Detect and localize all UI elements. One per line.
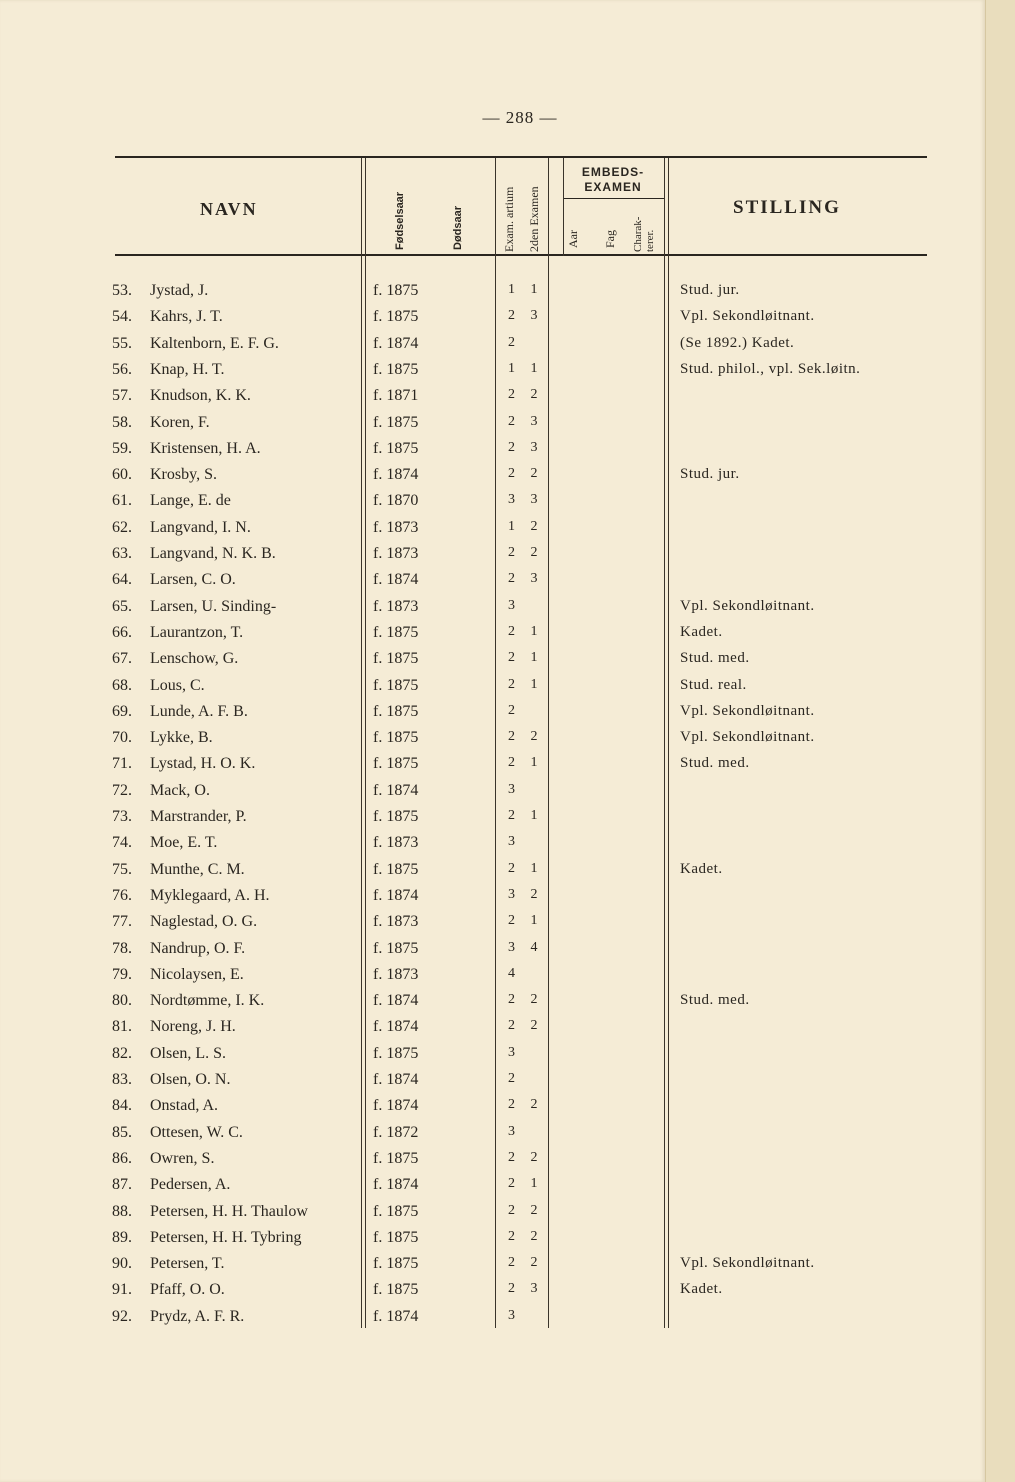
- row-name: Noreng, J. H.: [150, 1018, 236, 1036]
- row-birth-year: f. 1875: [373, 1255, 419, 1273]
- row-exam-grades: 1 2: [508, 518, 544, 534]
- table-row: [0, 335, 985, 361]
- table-row: [0, 677, 985, 703]
- row-exam-grades: 2 2: [508, 545, 544, 560]
- table-row: [0, 571, 985, 597]
- row-exam-grades: 2 2: [508, 992, 544, 1008]
- row-exam-grades: 3: [508, 597, 521, 613]
- row-birth-year: f. 1874: [373, 466, 419, 484]
- row-number: 53.: [112, 282, 132, 299]
- table-row: [0, 703, 985, 729]
- header-stilling: STILLING: [733, 197, 841, 218]
- row-exam-grades: 2 1: [508, 913, 544, 929]
- row-exam-grades: 3 4: [508, 939, 544, 955]
- row-exam-grades: 2: [508, 702, 521, 718]
- row-stilling: Kadet.: [680, 1281, 723, 1298]
- row-exam-grades: 2 1: [508, 676, 544, 692]
- row-exam-grades: 2 1: [508, 755, 544, 771]
- row-birth-year: f. 1875: [373, 360, 419, 378]
- row-exam-grades: 3 2: [508, 886, 544, 902]
- row-birth-year: f. 1872: [373, 1123, 419, 1141]
- table-row: [0, 598, 985, 624]
- row-exam-grades: 3: [508, 781, 521, 797]
- row-birth-year: f. 1873: [373, 545, 419, 562]
- row-birth-year: f. 1875: [373, 282, 419, 299]
- row-name: Myklegaard, A. H.: [150, 886, 270, 904]
- row-number: 88.: [112, 1202, 132, 1220]
- header-navn: NAVN: [200, 199, 258, 219]
- row-name: Olsen, O. N.: [150, 1071, 231, 1088]
- row-number: 90.: [112, 1255, 132, 1273]
- row-exam-grades: 2 2: [508, 466, 544, 482]
- row-birth-year: f. 1873: [373, 518, 419, 536]
- row-number: 79.: [112, 965, 132, 983]
- row-name: Lange, E. de: [150, 492, 231, 510]
- row-name: Moe, E. T.: [150, 834, 218, 852]
- embeds-divider: [563, 198, 664, 199]
- header-fodselsaar: Fødselsaar: [394, 191, 406, 250]
- row-name: Knudson, K. K.: [150, 387, 251, 405]
- row-exam-grades: 2 2: [508, 1255, 544, 1271]
- row-birth-year: f. 1871: [373, 387, 419, 405]
- row-stilling: Vpl. Sekondløitnant.: [680, 729, 815, 746]
- page-number: — 288 —: [482, 108, 558, 127]
- row-exam-grades: 2 3: [508, 308, 544, 324]
- row-name: Nordtømme, I. K.: [150, 992, 265, 1010]
- table-row: [0, 492, 985, 518]
- row-birth-year: f. 1875: [373, 1202, 419, 1220]
- row-stilling: Kadet.: [680, 860, 723, 877]
- row-number: 81.: [112, 1018, 132, 1036]
- row-exam-grades: 3: [508, 834, 521, 850]
- table-row: [0, 940, 985, 966]
- row-birth-year: f. 1870: [373, 492, 419, 510]
- row-stilling: Stud. real.: [680, 676, 747, 693]
- row-birth-year: f. 1874: [373, 571, 419, 589]
- row-birth-year: f. 1874: [373, 334, 419, 352]
- row-name: Kahrs, J. T.: [150, 308, 223, 326]
- row-number: 76.: [112, 886, 132, 904]
- row-birth-year: f. 1875: [373, 808, 419, 825]
- table-row: [0, 387, 985, 413]
- header-dodsaar: Dødsaar: [452, 205, 464, 250]
- row-stilling: Stud. med.: [680, 992, 750, 1009]
- row-name: Petersen, H. H. Tybring: [150, 1228, 302, 1246]
- row-name: Munthe, C. M.: [150, 860, 245, 878]
- row-name: Kristensen, H. A.: [150, 439, 261, 457]
- table-row: [0, 1124, 985, 1150]
- row-number: 75.: [112, 860, 132, 878]
- header-charakterer: Charak-terer.: [632, 216, 656, 252]
- row-stilling: Stud. philol., vpl. Sek.løitn.: [680, 360, 861, 377]
- page-edge: [985, 0, 1015, 1482]
- row-name: Lystad, H. O. K.: [150, 755, 256, 773]
- row-birth-year: f. 1873: [373, 597, 419, 615]
- row-number: 80.: [112, 992, 132, 1010]
- row-number: 74.: [112, 834, 132, 852]
- row-number: 89.: [112, 1228, 132, 1246]
- row-birth-year: f. 1874: [373, 1018, 419, 1036]
- header-fag: Fag: [603, 230, 617, 248]
- row-exam-grades: 2 2: [508, 1149, 544, 1165]
- row-name: Pfaff, O. O.: [150, 1281, 225, 1299]
- row-name: Marstrander, P.: [150, 808, 247, 825]
- table-row: [0, 414, 985, 440]
- row-number: 86.: [112, 1149, 132, 1167]
- table-row: [0, 861, 985, 887]
- row-number: 56.: [112, 360, 132, 378]
- table-row: [0, 1255, 985, 1281]
- row-number: 92.: [112, 1307, 132, 1325]
- row-name: Lenschow, G.: [150, 650, 239, 668]
- row-number: 57.: [112, 387, 132, 405]
- row-exam-grades: 2 2: [508, 387, 544, 403]
- row-birth-year: f. 1874: [373, 781, 419, 799]
- row-name: Koren, F.: [150, 413, 210, 431]
- row-name: Naglestad, O. G.: [150, 913, 258, 931]
- table-row: [0, 1045, 985, 1071]
- row-exam-grades: 2 3: [508, 1281, 544, 1297]
- table-row: [0, 1176, 985, 1202]
- row-exam-grades: 2 1: [508, 623, 544, 639]
- table-row: [0, 729, 985, 755]
- row-exam-grades: 2 3: [508, 413, 544, 429]
- row-stilling: Vpl. Sekondløitnant.: [680, 702, 815, 719]
- row-number: 66.: [112, 623, 132, 641]
- row-number: 61.: [112, 492, 132, 510]
- row-name: Knap, H. T.: [150, 360, 225, 378]
- row-exam-grades: 2 2: [508, 1202, 544, 1218]
- row-number: 71.: [112, 755, 132, 773]
- row-exam-grades: 2 3: [508, 439, 544, 455]
- row-exam-grades: 2 2: [508, 729, 544, 745]
- row-name: Pedersen, A.: [150, 1176, 231, 1194]
- row-exam-grades: 2 3: [508, 571, 544, 587]
- table-row: [0, 992, 985, 1018]
- table-row: [0, 308, 985, 334]
- row-birth-year: f. 1874: [373, 1071, 419, 1088]
- row-name: Olsen, L. S.: [150, 1044, 226, 1062]
- table-row: [0, 1150, 985, 1176]
- row-birth-year: f. 1875: [373, 676, 419, 694]
- row-name: Larsen, U. Sinding-: [150, 597, 277, 615]
- row-number: 65.: [112, 597, 132, 615]
- table-row: [0, 913, 985, 939]
- row-birth-year: f. 1874: [373, 1097, 419, 1115]
- row-exam-grades: 1 1: [508, 360, 544, 376]
- row-name: Lous, C.: [150, 676, 205, 694]
- row-number: 69.: [112, 702, 132, 720]
- row-birth-year: f. 1875: [373, 939, 419, 957]
- table-row: [0, 1281, 985, 1307]
- row-name: Mack, O.: [150, 781, 210, 799]
- row-number: 55.: [112, 334, 132, 352]
- table-row: [0, 650, 985, 676]
- header-anden-examen: 2den Examen: [527, 186, 541, 252]
- row-exam-grades: 2 1: [508, 650, 544, 666]
- row-number: 60.: [112, 466, 132, 484]
- header-exam-artium: Exam. artium: [502, 186, 516, 252]
- table-row: [0, 545, 985, 571]
- row-exam-grades: 3: [508, 1123, 521, 1139]
- row-number: 58.: [112, 413, 132, 431]
- table-row: [0, 519, 985, 545]
- row-stilling: (Se 1892.) Kadet.: [680, 334, 795, 351]
- row-birth-year: f. 1875: [373, 439, 419, 457]
- row-number: 84.: [112, 1097, 132, 1115]
- row-exam-grades: 2 1: [508, 808, 544, 823]
- table-row: [0, 1229, 985, 1255]
- row-birth-year: f. 1875: [373, 308, 419, 326]
- table-row: [0, 808, 985, 834]
- row-name: Langvand, N. K. B.: [150, 545, 276, 562]
- row-stilling: Stud. jur.: [680, 282, 740, 298]
- row-stilling: Kadet.: [680, 623, 723, 640]
- row-number: 87.: [112, 1176, 132, 1194]
- row-name: Nandrup, O. F.: [150, 939, 246, 957]
- row-exam-grades: 2 1: [508, 860, 544, 876]
- row-exam-grades: 2: [508, 1071, 521, 1086]
- row-exam-grades: 1 1: [508, 282, 544, 297]
- row-name: Nicolaysen, E.: [150, 965, 244, 983]
- header-bottom-rule: [115, 254, 927, 256]
- row-stilling: Stud. jur.: [680, 466, 740, 483]
- row-birth-year: f. 1874: [373, 992, 419, 1010]
- row-birth-year: f. 1875: [373, 755, 419, 773]
- row-number: 77.: [112, 913, 132, 931]
- row-stilling: Vpl. Sekondløitnant.: [680, 1255, 815, 1272]
- row-exam-grades: 3: [508, 1044, 521, 1060]
- row-number: 64.: [112, 571, 132, 589]
- table-top-rule: [115, 156, 927, 158]
- row-name: Lunde, A. F. B.: [150, 702, 248, 720]
- row-number: 54.: [112, 308, 132, 326]
- table-row: [0, 624, 985, 650]
- row-number: 73.: [112, 808, 132, 825]
- row-name: Petersen, H. H. Thaulow: [150, 1202, 308, 1220]
- table-row: [0, 887, 985, 913]
- row-name: Krosby, S.: [150, 466, 217, 484]
- row-number: 91.: [112, 1281, 132, 1299]
- table-row: [0, 1308, 985, 1334]
- table-row: [0, 834, 985, 860]
- row-birth-year: f. 1875: [373, 650, 419, 668]
- row-name: Prydz, A. F. R.: [150, 1307, 245, 1325]
- row-stilling: Stud. med.: [680, 650, 750, 667]
- row-name: Owren, S.: [150, 1149, 215, 1167]
- table-row: [0, 1097, 985, 1123]
- row-birth-year: f. 1875: [373, 413, 419, 431]
- table-row: [0, 755, 985, 781]
- row-name: Ottesen, W. C.: [150, 1123, 243, 1141]
- table-row: [0, 1071, 985, 1097]
- row-name: Jystad, J.: [150, 282, 209, 299]
- row-name: Petersen, T.: [150, 1255, 225, 1273]
- row-birth-year: f. 1873: [373, 965, 419, 983]
- row-birth-year: f. 1875: [373, 860, 419, 878]
- row-stilling: Vpl. Sekondløitnant.: [680, 597, 815, 614]
- row-exam-grades: 2 2: [508, 1097, 544, 1113]
- row-number: 63.: [112, 545, 132, 562]
- row-stilling: Stud. med.: [680, 755, 750, 772]
- table-row: [0, 782, 985, 808]
- row-exam-grades: 4: [508, 965, 521, 981]
- table-row: [0, 282, 985, 308]
- row-birth-year: f. 1873: [373, 834, 419, 852]
- header-embeds-examen: EMBEDS-EXAMEN: [581, 165, 645, 194]
- row-birth-year: f. 1875: [373, 1281, 419, 1299]
- row-exam-grades: 3 3: [508, 492, 544, 508]
- row-birth-year: f. 1875: [373, 702, 419, 720]
- row-birth-year: f. 1875: [373, 623, 419, 641]
- row-birth-year: f. 1874: [373, 1176, 419, 1194]
- row-name: Lykke, B.: [150, 729, 213, 747]
- row-name: Kaltenborn, E. F. G.: [150, 334, 279, 352]
- row-number: 83.: [112, 1071, 132, 1088]
- header-aar: Aar: [566, 230, 580, 248]
- table-row: [0, 966, 985, 992]
- row-number: 68.: [112, 676, 132, 694]
- table-row: [0, 440, 985, 466]
- row-number: 62.: [112, 518, 132, 536]
- row-number: 85.: [112, 1123, 132, 1141]
- row-exam-grades: 3: [508, 1307, 521, 1323]
- row-name: Larsen, C. O.: [150, 571, 236, 589]
- table-row: [0, 1018, 985, 1044]
- row-number: 67.: [112, 650, 132, 668]
- row-birth-year: f. 1873: [373, 913, 419, 931]
- row-exam-grades: 2: [508, 334, 521, 350]
- row-name: Onstad, A.: [150, 1097, 218, 1115]
- row-number: 72.: [112, 781, 132, 799]
- row-birth-year: f. 1875: [373, 1044, 419, 1062]
- row-birth-year: f. 1874: [373, 1307, 419, 1325]
- row-number: 59.: [112, 439, 132, 457]
- row-exam-grades: 2 2: [508, 1018, 544, 1034]
- table-row: [0, 1203, 985, 1229]
- row-stilling: Vpl. Sekondløitnant.: [680, 308, 815, 325]
- row-name: Langvand, I. N.: [150, 518, 251, 536]
- table-row: [0, 361, 985, 387]
- row-name: Laurantzon, T.: [150, 623, 244, 641]
- row-number: 78.: [112, 939, 132, 957]
- row-birth-year: f. 1875: [373, 1228, 419, 1246]
- row-exam-grades: 2 2: [508, 1228, 544, 1244]
- row-number: 70.: [112, 729, 132, 747]
- row-exam-grades: 2 1: [508, 1176, 544, 1192]
- row-birth-year: f. 1875: [373, 729, 419, 747]
- row-number: 82.: [112, 1044, 132, 1062]
- row-birth-year: f. 1874: [373, 886, 419, 904]
- row-birth-year: f. 1875: [373, 1149, 419, 1167]
- table-row: [0, 466, 985, 492]
